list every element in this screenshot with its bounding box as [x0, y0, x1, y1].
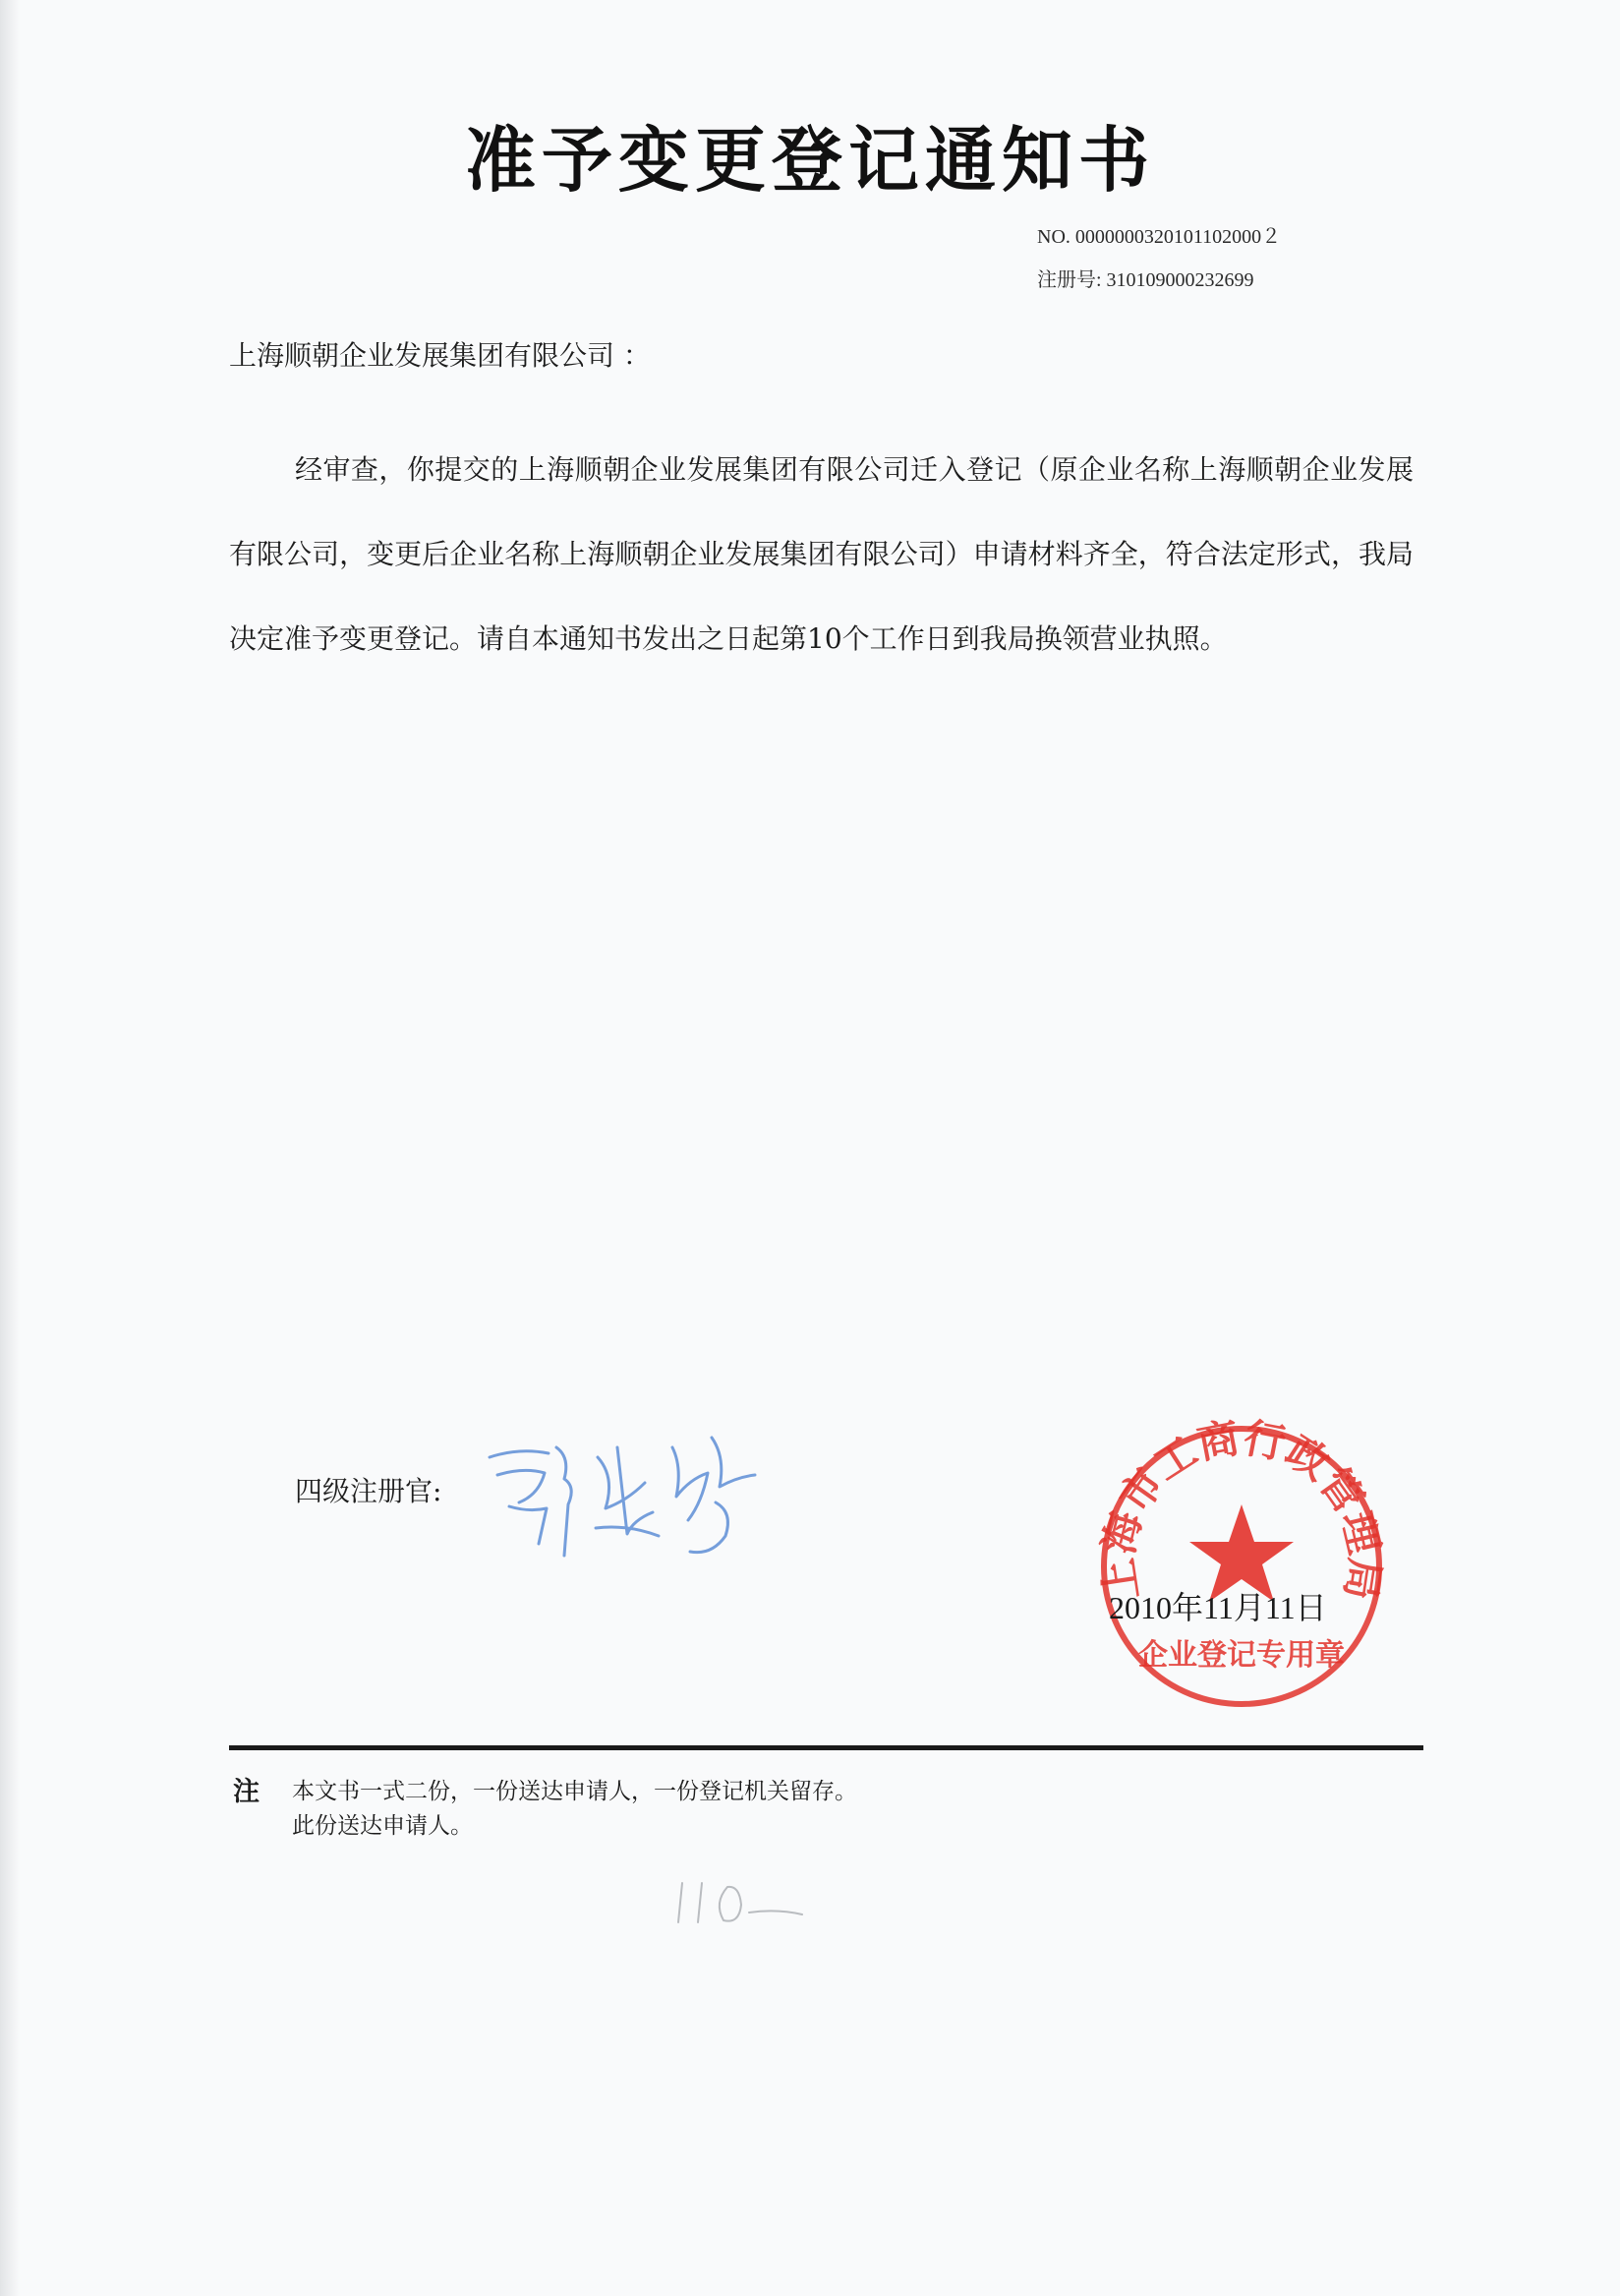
- pencil-mark: [668, 1873, 806, 1932]
- note-line-1: 本文书一式二份，一份送达申请人，一份登记机关留存。: [292, 1779, 857, 1804]
- issue-date: 2010年11月11日: [1109, 1590, 1327, 1625]
- seal-top-text: 上海市工商行政管理局: [1093, 1414, 1390, 1604]
- scan-edge: [0, 0, 20, 2296]
- notice-body: 经审查，你提交的上海顺朝企业发展集团有限公司迁入登记（原企业名称上海顺朝企业发展有限公司，变更后企业名称上海顺朝企业发展集团有限公司）申请材料齐全，符合法定形式，我局决定准予变更登记。请自本通知书发出之日起第10个工作日到我局换领营业执照。: [229, 453, 1414, 655]
- document-number: NO. 0000000320101102000２: [1037, 226, 1282, 248]
- note-line-2: 此份送达申请人。: [292, 1813, 473, 1839]
- footer-divider: [229, 1745, 1423, 1750]
- registrar-signature: [480, 1418, 765, 1565]
- seal-bottom-text: 企业登记专用章: [1138, 1638, 1345, 1673]
- note-label: 注: [233, 1777, 260, 1807]
- official-seal: [1089, 1414, 1394, 1719]
- addressee: 上海顺朝企业发展集团有限公司 ：: [229, 339, 651, 372]
- registrar-label: 四级注册官:: [295, 1475, 442, 1507]
- registration-number: 注册号: 310109000232699: [1037, 269, 1254, 291]
- document-title: 准予变更登记通知书: [464, 118, 1155, 202]
